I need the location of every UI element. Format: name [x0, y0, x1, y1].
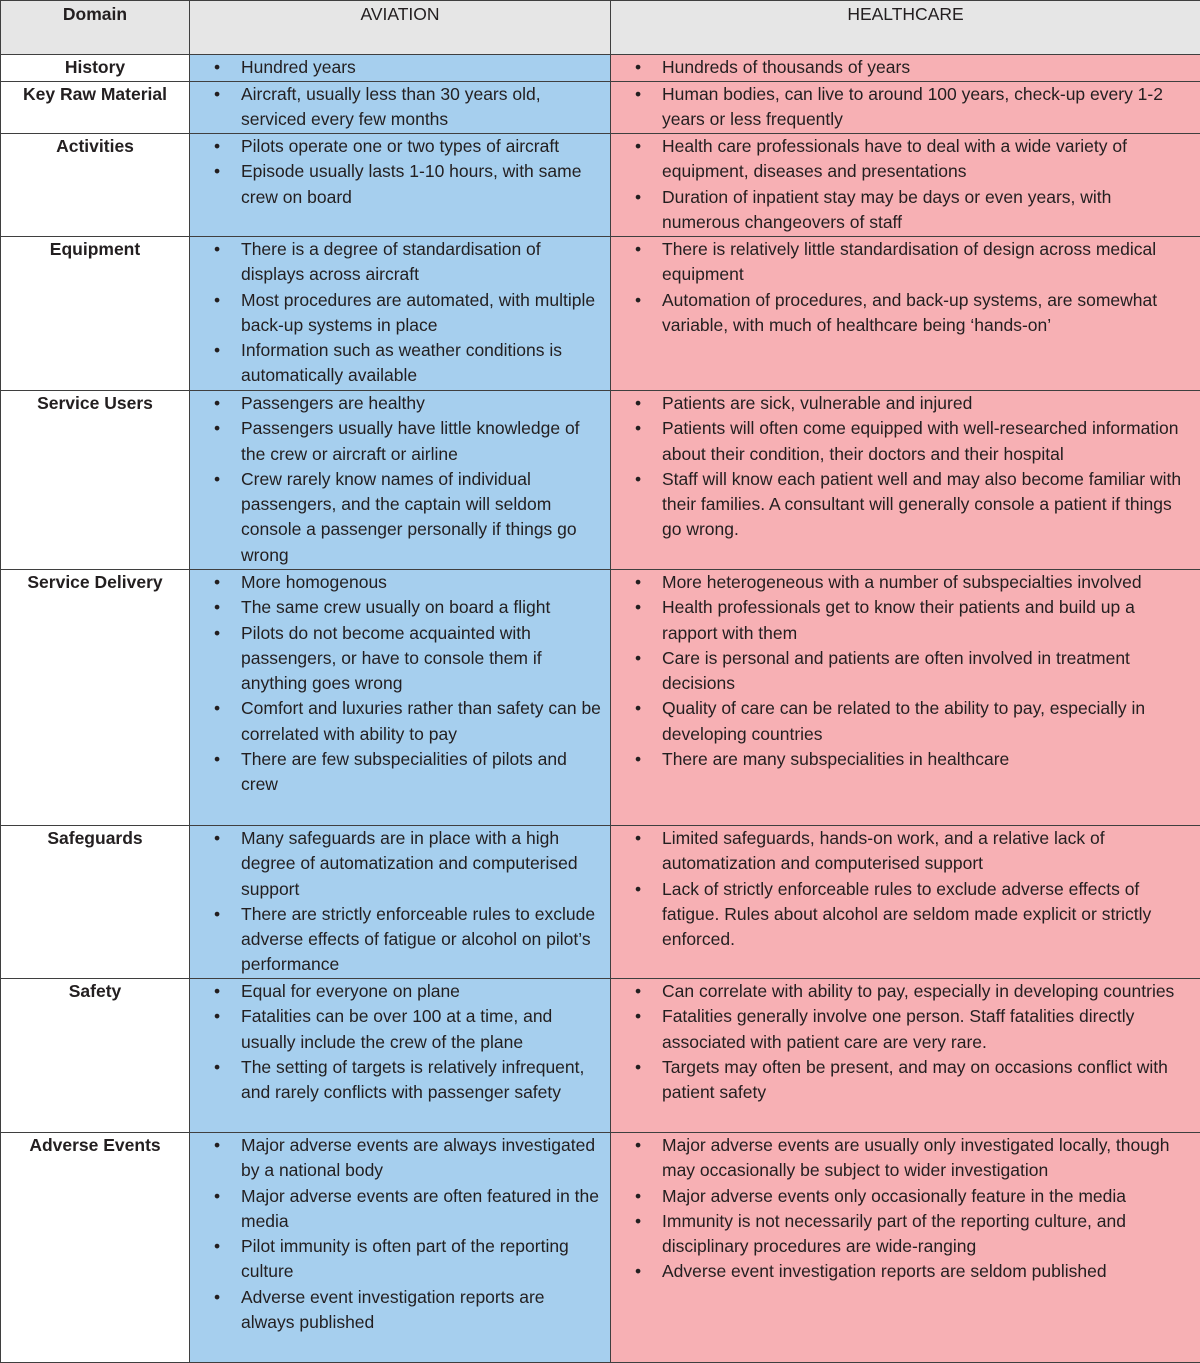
healthcare-bullet-list: [611, 1133, 1200, 1285]
domain-label: Service Users: [1, 391, 190, 570]
list-item: • Pilot immunity is often part of the reporting culture: [241, 1234, 602, 1285]
healthcare-bullet-list: [611, 134, 1200, 235]
table-row: [1, 979, 1200, 1133]
healthcare-cell: [611, 979, 1200, 1133]
list-item: • Pilots do not become acquainted with passengers, or have to console them if anything goes wrong: [241, 621, 602, 697]
aviation-cell: [190, 391, 611, 570]
header-healthcare: HEALTHCARE: [611, 1, 1200, 55]
list-item: • More heterogeneous with a number of subspecialties involved: [662, 570, 1192, 595]
healthcare-cell: [611, 570, 1200, 826]
domain-label: Adverse Events: [1, 1133, 190, 1363]
aviation-bullet-list: [190, 979, 610, 1105]
list-item: • Targets may often be present, and may on occasions conflict with patient safety: [662, 1055, 1192, 1106]
aviation-bullet-list: [190, 55, 610, 80]
list-item: • Crew rarely know names of individual passengers, and the captain will seldom console a passenger personally if things go wrong: [241, 467, 602, 568]
list-item: • Patients will often come equipped with well-researched information about their condition, their doctors and their hospital: [662, 416, 1192, 467]
healthcare-cell: [611, 134, 1200, 237]
healthcare-bullet-list: [611, 55, 1200, 80]
aviation-cell: [190, 826, 611, 979]
table-row: [1, 55, 1200, 82]
list-item: • Most procedures are automated, with multiple back-up systems in place: [241, 288, 602, 339]
domain-label: Safeguards: [1, 826, 190, 979]
table-row: [1, 391, 1200, 570]
aviation-cell: [190, 237, 611, 391]
healthcare-cell: [611, 82, 1200, 134]
healthcare-bullet-list: [611, 826, 1200, 952]
healthcare-cell: [611, 237, 1200, 391]
table-row: [1, 570, 1200, 826]
list-item: • Lack of strictly enforceable rules to exclude adverse effects of fatigue. Rules about alcohol are seldom made explicit or strictly enforced.: [662, 877, 1192, 953]
list-item: • More homogenous: [241, 570, 602, 595]
list-item: • Health professionals get to know their patients and build up a rapport with them: [662, 595, 1192, 646]
list-item: • Quality of care can be related to the ability to pay, especially in developing countries: [662, 696, 1192, 747]
list-item: • Fatalities generally involve one person. Staff fatalities directly associated with patient care are very rare.: [662, 1004, 1192, 1055]
aviation-bullet-list: [190, 570, 610, 798]
aviation-bullet-list: [190, 391, 610, 568]
list-item: • Major adverse events are always investigated by a national body: [241, 1133, 602, 1184]
list-item: • Limited safeguards, hands-on work, and a relative lack of automatization and computerised support: [662, 826, 1192, 877]
aviation-cell: [190, 570, 611, 826]
domain-label: History: [1, 55, 190, 82]
table-row: [1, 82, 1200, 134]
healthcare-bullet-list: [611, 237, 1200, 338]
list-item: • There are few subspecialities of pilots and crew: [241, 747, 602, 798]
list-item: • Adverse event investigation reports are seldom published: [662, 1259, 1192, 1284]
list-item: • The setting of targets is relatively infrequent, and rarely conflicts with passenger safety: [241, 1055, 602, 1106]
list-item: • Aircraft, usually less than 30 years old, serviced every few months: [241, 82, 602, 133]
domain-label: Key Raw Material: [1, 82, 190, 134]
aviation-bullet-list: [190, 237, 610, 389]
aviation-cell: [190, 979, 611, 1133]
list-item: • Immunity is not necessarily part of the reporting culture, and disciplinary procedures are wide-ranging: [662, 1209, 1192, 1260]
table-row: [1, 826, 1200, 979]
list-item: • Equal for everyone on plane: [241, 979, 602, 1004]
healthcare-bullet-list: [611, 82, 1200, 133]
list-item: • Can correlate with ability to pay, especially in developing countries: [662, 979, 1192, 1004]
list-item: • There are many subspecialities in healthcare: [662, 747, 1192, 772]
list-item: • Hundred years: [241, 55, 602, 80]
list-item: • There is relatively little standardisation of design across medical equipment: [662, 237, 1192, 288]
list-item: • Episode usually lasts 1-10 hours, with same crew on board: [241, 159, 602, 210]
list-item: • Major adverse events only occasionally feature in the media: [662, 1184, 1192, 1209]
healthcare-bullet-list: [611, 570, 1200, 772]
aviation-bullet-list: [190, 82, 610, 133]
list-item: • There are strictly enforceable rules to exclude adverse effects of fatigue or alcohol on pilot’s performance: [241, 902, 602, 978]
healthcare-cell: [611, 391, 1200, 570]
healthcare-cell: [611, 1133, 1200, 1363]
list-item: • There is a degree of standardisation of displays across aircraft: [241, 237, 602, 288]
list-item: • Care is personal and patients are often involved in treatment decisions: [662, 646, 1192, 697]
list-item: • Many safeguards are in place with a high degree of automatization and computerised support: [241, 826, 602, 902]
list-item: • Passengers usually have little knowledge of the crew or aircraft or airline: [241, 416, 602, 467]
list-item: • Major adverse events are often featured in the media: [241, 1184, 602, 1235]
header-row: [1, 1, 1200, 55]
list-item: • Comfort and luxuries rather than safety can be correlated with ability to pay: [241, 696, 602, 747]
table-row: [1, 1133, 1200, 1363]
domain-label: Equipment: [1, 237, 190, 391]
healthcare-cell: [611, 826, 1200, 979]
list-item: • Information such as weather conditions is automatically available: [241, 338, 602, 389]
list-item: • Passengers are healthy: [241, 391, 602, 416]
domain-label: Activities: [1, 134, 190, 237]
header-domain: Domain: [1, 1, 190, 55]
list-item: • Major adverse events are usually only investigated locally, though may occasionally be subject to wider investigation: [662, 1133, 1192, 1184]
aviation-bullet-list: [190, 1133, 610, 1335]
table-row: [1, 134, 1200, 237]
list-item: • Automation of procedures, and back-up systems, are somewhat variable, with much of healthcare being ‘hands-on’: [662, 288, 1192, 339]
healthcare-bullet-list: [611, 391, 1200, 543]
list-item: • The same crew usually on board a flight: [241, 595, 602, 620]
list-item: • Staff will know each patient well and may also become familiar with their families. A consultant will generally console a patient if things go wrong.: [662, 467, 1192, 543]
aviation-cell: [190, 1133, 611, 1363]
list-item: • Pilots operate one or two types of aircraft: [241, 134, 602, 159]
list-item: • Health care professionals have to deal with a wide variety of equipment, diseases and presentations: [662, 134, 1192, 185]
list-item: • Patients are sick, vulnerable and injured: [662, 391, 1192, 416]
table-body: [1, 55, 1200, 1363]
list-item: • Hundreds of thousands of years: [662, 55, 1192, 80]
healthcare-cell: [611, 55, 1200, 82]
aviation-cell: [190, 55, 611, 82]
list-item: • Human bodies, can live to around 100 years, check-up every 1-2 years or less frequently: [662, 82, 1192, 133]
list-item: • Fatalities can be over 100 at a time, and usually include the crew of the plane: [241, 1004, 602, 1055]
aviation-cell: [190, 134, 611, 237]
aviation-bullet-list: [190, 134, 610, 210]
healthcare-bullet-list: [611, 979, 1200, 1105]
domain-label: Service Delivery: [1, 570, 190, 826]
aviation-bullet-list: [190, 826, 610, 978]
table-row: [1, 237, 1200, 391]
aviation-cell: [190, 82, 611, 134]
list-item: • Duration of inpatient stay may be days or even years, with numerous changeovers of staff: [662, 185, 1192, 236]
header-aviation: AVIATION: [190, 1, 611, 55]
list-item: • Adverse event investigation reports are always published: [241, 1285, 602, 1336]
domain-label: Safety: [1, 979, 190, 1133]
